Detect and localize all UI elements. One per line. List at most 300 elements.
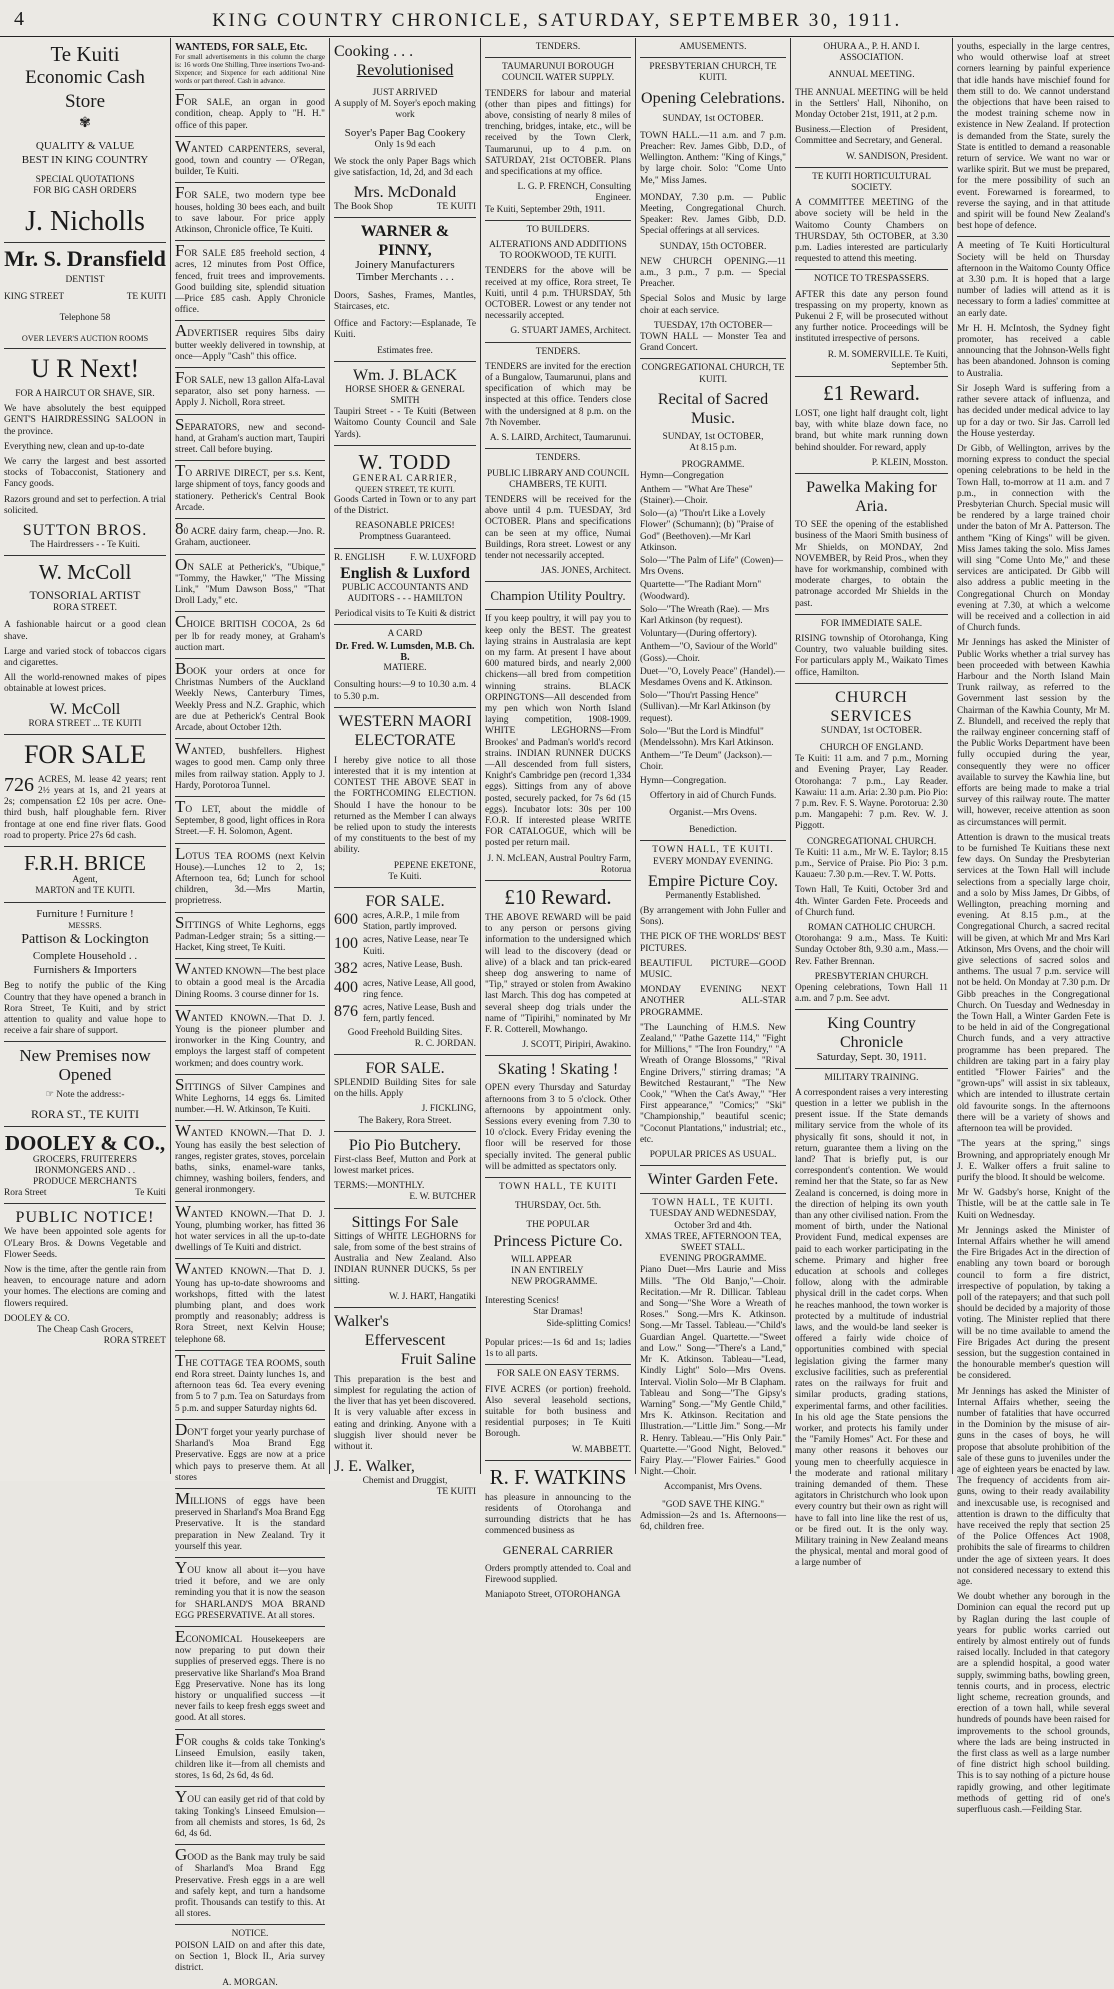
notice-tag: The Cheap Cash Grocers, bbox=[36, 1324, 134, 1335]
barber-sub: FOR A HAIRCUT OR SHAVE, SIR. bbox=[15, 389, 155, 400]
column-7 bbox=[953, 38, 1114, 1816]
church-text: Te Kuiti: 11 a.m. and 7 p.m., Morning and Evening Prayer, Lay Reader. Otorohanga: 7 p.m., Lay Reader. Kawaiu: 11 a.m. Aria: 2.30 p.m. Pio Pio: 7 p.m. Rev. F. S. Wayne. Porotorua: 2.30 p.m. Mangapehi: 7 p.m. Rev. W. J. Piggott. bbox=[795, 754, 948, 832]
dooley-street: Rora Street bbox=[4, 1188, 47, 1199]
classified-ad: WANTED CARPENTERS, several, good, town and country — O'Regan, builder, Te Kuiti. bbox=[175, 136, 325, 178]
easy-heading: FOR SALE ON EASY TERMS. bbox=[496, 1369, 620, 1380]
classified-ad: WANTED KNOWN.—That D. J. Young, plumbing worker, has fitted 36 hot water services in all the up-to-date dwellings of Te Kuiti and district. bbox=[175, 1201, 325, 1254]
mccoll-text: Large and varied stock of tobaccos cigars and cigarettes. bbox=[4, 646, 166, 669]
cook-heading: Cooking . . . bbox=[334, 43, 414, 60]
fs2-addr: The Bakery, Rora Street. bbox=[358, 1115, 452, 1126]
wp-sub: Timber Merchants . . . bbox=[356, 270, 454, 283]
reward-heading: £1 Reward. bbox=[823, 381, 920, 406]
barber-text: We carry the largest and best assorted stocks of Tobacconist, Stationery and Fancy goods. bbox=[4, 457, 166, 490]
todd-street: QUEEN STREET, TE KUITI. bbox=[355, 485, 455, 495]
pointing-hand-icon: ☞ bbox=[45, 1090, 57, 1101]
th-date: THURSDAY, Oct. 5th. bbox=[514, 1201, 602, 1212]
prog-list bbox=[640, 471, 786, 786]
walker-name: J. E. Walker, bbox=[334, 1458, 415, 1476]
admission: Admission—2s and 1s. Afternoons—6d, children free. bbox=[640, 1510, 786, 1532]
t4-text: TENDERS will be received for the above until 4 p.m. TUESDAY, 3rd OCTOBER. Plans and specifications can be seen at my office, Numai Buildings, Rora street. Lowest or any tender not necessarily accepted. bbox=[485, 494, 631, 561]
programme-item: Hymn—Congregation. bbox=[640, 775, 727, 786]
poultry-heading: Champion Utility Poultry. bbox=[490, 588, 626, 604]
pp-line: NEW PROGRAMME. bbox=[511, 1277, 598, 1288]
news-item: Mr Jennings asked the Minister of Internal Affairs whether he will amend the Fire Brigades Act in the direction of enabling any town board or borough council to form a fire district, irrespective of population, by taking a poll of the ratepayers; and that such poll should be decided by a majority of those voting. The Minister replied that there will be no time available to amend the Fire Brigades Act during the present session, but the suggestion contained in the honourable member's question will be considered. bbox=[957, 1225, 1110, 1382]
fs2-text: SPLENDID Building Sites for sale on the hills. Apply bbox=[334, 1077, 476, 1100]
t4-heading: TENDERS. bbox=[535, 453, 581, 464]
news-item: Attention is drawn to the musical treats to be furnished Te Kuitians these next few days. On Sunday the Presbyterian services at the Town Hall will include selections from a specially large choir, and a solo by Miss James, Dr Gibbs, of Wellington, preaching morning and evening. At 8.15 p.m., at the Congregational Church, a sacred recital will be given, at which Mr and Mrs Karl Atkinson, Mrs Ovens, and the choir will give selections of sacred solos and anthems. The usual 7 p.m. service will not be held. On Monday at 7.30 p.m. Dr Gibb preaches in the Congregational Church. On Tuesday and Wednesday in the Town Hall, a Winter Garden Fete is to be held in aid of the Congregational Church funds, and a very attractive programme has been prepared. The children are taking part in a fairy play entitled "Flower Fairies" and the "grown-ups" will assist in six tableaux, which are intended to illustrate certain old favourite songs. In the afternoons there will be a variety of shows and afternoon tea will be provided. bbox=[957, 832, 1110, 1135]
mccoll-name: W. McColl bbox=[49, 700, 121, 718]
classified-ad: FOR coughs & colds take Tonking's Linseed Emulsion, easily taken, children like it—from all chemists and stores, 1s 6d, 2s 6d, 4s 6d. bbox=[175, 1729, 325, 1782]
barber-name: SUTTON BROS. bbox=[22, 522, 148, 540]
t2-text: TENDERS for the above will be received at my office, Rora street, Te Kuiti, until 4 p.m. THURSDAY, 5th OCTOBER. Lowest or any tender not necessarily accepted. bbox=[485, 266, 631, 322]
church-name: ROMAN CATHOLIC CHURCH. bbox=[807, 922, 936, 933]
barber-tag: The Hairdressers - - Te Kuiti. bbox=[29, 540, 141, 551]
store-line: BEST IN KING COUNTRY bbox=[21, 154, 149, 167]
walker-heading: Fruit Saline bbox=[400, 1350, 476, 1368]
fs-item bbox=[334, 960, 476, 977]
classified-ad: SEPARATORS, new and second-hand, at Graham's auction mart, Taupiri street. Call before buying. bbox=[175, 414, 325, 456]
watkins-title: GENERAL CARRIER bbox=[502, 1542, 614, 1557]
classified-ad: CHOICE BRITISH COCOA, 2s 6d per lb for ready money, at Graham's auction mart. bbox=[175, 612, 325, 653]
forsale-number: 726 bbox=[4, 773, 34, 796]
classified-ad: GOOD as the Bank may truly be said of Sharland's Moa Brand Egg Preservative. Fresh eggs in a are well and safely kept, and turn a handsome profit. Thousands can testify to this. At all stores. bbox=[175, 1845, 325, 1920]
sit-text: Sittings of WHITE LEGHORNS for sale, from some of the best strains of Australia and New Zealand. Also INDIAN RUNNER DUCKS, 5s per sitting. bbox=[334, 1231, 476, 1287]
premises-address: RORA ST., TE KUITI bbox=[31, 1106, 139, 1121]
sun2-text: NEW CHURCH OPENING.—11 a.m., 3 p.m., 7 p.m. — Special Preacher. bbox=[640, 256, 786, 290]
wp-sub: Joinery Manufacturers bbox=[355, 259, 455, 272]
store-title: Economic Cash Store bbox=[25, 67, 145, 112]
maori-town: Te Kuiti. bbox=[388, 871, 422, 882]
programme-item: Duet—"O, Lovely Peace" (Handel).—Mesdames Ovens and K. Atkinson. bbox=[640, 666, 785, 688]
classified-ad: WANTED KNOWN.—That D. J. Young has up-to-date showrooms and workshops, fitted with the latest plumbing plant, and does work promptly and reasonably; address is Rora Street, next Kelvin House; telephone 68. bbox=[175, 1259, 325, 1345]
classified-ad: YOU can easily get rid of that cold by taking Tonking's Linseed Emulsion—from all chemists and stores, 1s 6d, 2s 6d, 4s 6d. bbox=[175, 1787, 325, 1839]
opening-heading: Opening Celebrations. bbox=[641, 89, 785, 107]
classified-ad: MILLIONS of eggs have been preserved in Sharland's Moa Brand Egg Preservative. It is the standard preparation in New Zealand. Try it yourself this year. bbox=[175, 1488, 325, 1552]
programme-item: Solo—"The Palm of Life" (Cowen)—Mrs Ovens. bbox=[640, 555, 784, 578]
wp-text: Doors, Sashes, Frames, Mantles, Staircases, etc. bbox=[334, 290, 476, 313]
cook-town: TE KUITI bbox=[436, 202, 476, 213]
prog-heading: PROGRAMME. bbox=[681, 460, 745, 471]
fs-item-text: acres, Native Lease, Bush and fern, partly fenced. bbox=[363, 1003, 476, 1025]
news-item: "The years at the spring," sings Browning, and appropriately enough Mr J. E. Walker offers a fruit saline to purify the blood. It should be welcome. bbox=[957, 1139, 1110, 1183]
trespass-heading: NOTICE TO TRESPASSERS. bbox=[813, 274, 930, 285]
classified-ad: LOTUS TEA ROOMS (next Kelvin House).—Lunches 12 to 2, 1s; Afternoon tea, 6d; Lunch for school children, 3d.—Mrs Martin, proprietress. bbox=[175, 843, 325, 907]
church-name: PRESBYTERIAN CHURCH. bbox=[814, 971, 929, 982]
walker-heading: Walker's bbox=[334, 1312, 389, 1330]
fs2-heading: FOR SALE. bbox=[365, 1059, 445, 1077]
programme-item: Anthem—"Te Deum" (Jackson).—Choir. bbox=[640, 751, 772, 773]
forsale-heading: FOR SALE bbox=[23, 739, 147, 769]
ohura-text: THE ANNUAL MEETING will be held in the Settlers' Hall, Nihoniho, on Monday October 21st, 1911, at 2 p.m. bbox=[795, 87, 948, 121]
recital-date: SUNDAY, 1st OCTOBER, bbox=[662, 431, 764, 442]
programme-item: Anthem — "What Are These" (Stainer).—Choir. bbox=[640, 484, 753, 506]
ornament-icon: ✾ bbox=[79, 116, 91, 131]
column-6 bbox=[791, 38, 952, 1569]
pio-terms: TERMS:—MONTHLY. bbox=[334, 1181, 425, 1192]
fete-items: Piano Duet—Mrs Laurie and Miss Mills. "The Old Banjo,"—Choir. Recitation.—Mr R. Dillicar. Tableau and Song—"She Wore a Wreath of Roses." Song.—Mrs K. Atkinson. Song.—Mr Tassel. Tableau.—"Child's Guardian Angel. Quartette.—"Sweet and Low." Song—"There's a Land," Mr K. Atkinson. Tableau—"Lead, Kindly Light" Solo—Mrs Ovens. Interval. Violin Solo—Mr B Clapham. Tableau and Song—"The Gipsy's Warning" Song.—"My Gentle Child," Mrs K. Atkinson. Recitation and Illustration.—"Little Jim." Song.—Mr R. Henry. Tableau.—"His Only Pair." Quartette.—"Good Night, Beloved." Fairy Play.—"Flower Fairies." Good Night.—Choir. bbox=[640, 1265, 786, 1478]
cong-heading: CONGREGATIONAL CHURCH, TE KUITI. bbox=[641, 363, 785, 385]
dentist-phone: Telephone 58 bbox=[59, 313, 111, 324]
easy-text: FIVE ACRES (or portion) freehold. Also several leasehold sections, suitable for both business and residential purposes; in Te Kuiti Borough. bbox=[485, 1384, 631, 1440]
watkins-orders: Orders promptly attended to. Coal and Firewood supplied. bbox=[485, 1563, 631, 1585]
todd-title: GENERAL CARRIER, bbox=[352, 473, 458, 484]
barber-text: We have absolutely the best equipped GENT'S HAIRDRESSING SALOON in the province. bbox=[4, 404, 166, 437]
tues-text: TOWN HALL — Monster Tea and Grand Concert. bbox=[640, 332, 786, 354]
annual-meeting: ANNUAL MEETING. bbox=[828, 70, 915, 81]
th3-date: TUESDAY AND WEDNESDAY, October 3rd and 4th. bbox=[649, 1209, 777, 1231]
furniture-messrs: MESSRS. bbox=[68, 920, 102, 930]
sit-heading: Sittings For Sale bbox=[351, 1213, 459, 1231]
programme-item: Voluntary—(During offertory). bbox=[640, 629, 757, 640]
todd-text: Goods Carted in Town or to any part of the District. bbox=[334, 494, 476, 517]
programme-item: Solo—"The Wreath (Rae). — Mrs Karl Atkinson (by request). bbox=[640, 604, 770, 626]
notice-name: DOOLEY & CO. bbox=[4, 1313, 70, 1324]
news-item: Dr Gibb, of Wellington, arrives by the morning express to conduct the special opening celebrations to be held in the Town Hall, to-morrow at 11 a.m. and 7 p.m., in connection with the Presbyterian Church. Special music will be rendered by a large trained choir under the baton of Mr A. Patterson. The anthem "King of Kings" will be given. Miss James taking the solo. Miss James will sing "Come Unto Me," and these services are anticipated. Dr Gibb will also address a public meeting in the Congregational Church on Monday evening at 7.30, at which a welcome will be received and a collection in aid of Church funds. bbox=[957, 443, 1110, 634]
todd-text: REASONABLE PRICES! bbox=[355, 521, 455, 532]
th2-heading: TOWN HALL, TE KUITI. bbox=[652, 845, 774, 856]
classified-ad: SITTINGS of Silver Campines and White Leghorns, 14 eggs 6s. Limited number.—H. W. Atkinson, Te Kuiti. bbox=[175, 1074, 325, 1116]
kcc-heading: King Country Chronicle bbox=[827, 1015, 916, 1052]
t1-heading: TAUMARUNUI BOROUGH COUNCIL WATER SUPPLY. bbox=[501, 62, 615, 84]
reward-text: THE ABOVE REWARD will be paid to any person or persons giving information to the undersigned which will lead to the discovery (dead or alive) of a black and tan prick-eared sheep dog answering to name of "Tip," strayed or stolen from Awakino last March. This dog has competed at several sheep dog trials under the name of "Tipirihi," nominated by Mr F. R. Cotterell, Mowhango. bbox=[485, 913, 631, 1036]
pio-heading: Pio Pio Butchery. bbox=[348, 1136, 462, 1154]
ohura-text: Business.—Election of President, Committee and Secretary, and General. bbox=[795, 125, 948, 147]
trespass-text: AFTER this date any person found trespassing on my property, known as Pukenui 2 F, will be prosecuted without any further notice. Proceedings will be instituted irrespective of persons. bbox=[795, 289, 948, 345]
cook-text: We stock the only Paper Bags which give satisfaction, 1d, 2d, and 3d each bbox=[334, 156, 476, 179]
dentist-name: Mr. S. Dransfield bbox=[4, 245, 166, 271]
walker-title: Chemist and Druggist, bbox=[362, 1476, 448, 1487]
notice-street: RORA STREET bbox=[103, 1336, 166, 1347]
barber-heading: U R Next! bbox=[30, 354, 140, 384]
kcc-date: Saturday, Sept. 30, 1911. bbox=[816, 1051, 927, 1064]
furniture-text: Beg to notify the public of the King Country that they have opened a branch in Rora Street, Te Kuiti, and by strict attention to quality and value hope to receive a fair share of support. bbox=[4, 981, 166, 1037]
notice-text: POISON LAID on and after this date, on Section 1, Block II., Aria survey district. bbox=[175, 1940, 325, 1974]
classified-ad: YOU know all about it—you have tried it before, and we are only reminding you that it is now the season for SHARLAND'S MOA BRAND EGG PRESERVATIVE. At all stores. bbox=[175, 1557, 325, 1621]
news-item: Mr H. H. McIntosh, the Sydney fight promoter, has received a cable announcing that the Johnson-Wells fight has been abandoned. Johnson is coming to Australia. bbox=[957, 323, 1110, 379]
brice-title: Agent, bbox=[72, 875, 98, 886]
dentist-title: DENTIST bbox=[65, 274, 105, 285]
dooley-name: DOOLEY & CO., bbox=[4, 1130, 166, 1155]
reward-text: LOST, one light half draught colt, light bay, with white blaze down face, no brand, but white mark running down behind shoulder. For reward, apply bbox=[795, 409, 948, 453]
premises-heading: New Premises now bbox=[19, 1046, 151, 1066]
t1-date: Te Kuiti, September 29th, 1911. bbox=[485, 204, 606, 215]
sit-name: W. J. HART, Hangatiki bbox=[389, 1291, 476, 1302]
t4-sub: PUBLIC LIBRARY AND COUNCIL CHAMBERS, TE KUITI. bbox=[486, 468, 630, 490]
mccoll-name: W. McColl bbox=[38, 560, 132, 585]
offertory: Offertory in aid of Church Funds. bbox=[649, 790, 777, 801]
skate-heading: Skating ! Skating ! bbox=[497, 1061, 619, 1079]
el-right: F. W. LUXFORD bbox=[410, 552, 476, 563]
notice-sign: A. MORGAN. bbox=[222, 1978, 278, 1989]
mccoll-text: A fashionable haircut or a good clean shave. bbox=[4, 620, 166, 642]
classified-ad: BOOK your orders at once for Christmas Numbers of the Auckland Weekly News, Canterbury Times, Weekly Press and N.Z. Graphic, which are due at Petherick's Central Book Arcade, about October 12th. bbox=[175, 658, 325, 733]
skate-text: OPEN every Thursday and Saturday afternoons from 3 to 5 o'clock. Other afternoons by appointment only. Sessions every evening from 7.30 to 10 o'clock. Every Friday evening the floor will be reserved for those specially invited. The general public will be admitted as spectators only. bbox=[485, 1083, 631, 1172]
god-save-king: "GOD SAVE THE KING." bbox=[661, 1499, 765, 1510]
programme-item: Solo—(a) "Thou'rt Like a Lovely Flower" (Schumann); (b) "Praise of God" (Beethoven).—Mr Karl Atkinson. bbox=[640, 509, 774, 553]
fs-item-number: 100 bbox=[334, 935, 358, 953]
store-name: J. Nicholls bbox=[25, 205, 145, 237]
masthead: KING COUNTRY CHRONICLE, SATURDAY, SEPTEMBER 30, 1911. bbox=[212, 10, 902, 31]
pp-line: WILL APPEAR bbox=[511, 1254, 572, 1265]
mccoll-street: RORA STREET ... TE KUITI bbox=[28, 718, 142, 729]
t2-sub: ALTERATIONS AND ADDITIONS TO ROOKWOOD, TE KUITI. bbox=[489, 240, 627, 262]
classified-ad: ECONOMICAL Housekeepers are now preparing to put down their supplies of preserved eggs. There is no preservative like Sharland's Moa Brand Egg Preservative. None has its long history or unqualified success —it never fails to keep fresh eggs sweet and good. At all stores. bbox=[175, 1626, 325, 1724]
empire-text: THE PICK OF THE WORLDS' BEST PICTURES. bbox=[640, 932, 786, 954]
walker-heading: Effervescent bbox=[364, 1331, 446, 1349]
amuse-heading: AMUSEMENTS. bbox=[679, 42, 747, 52]
watkins-name: R. F. WATKINS bbox=[489, 1464, 627, 1489]
fs-heading: FOR SALE. bbox=[365, 892, 445, 910]
column-1 bbox=[0, 38, 170, 1474]
premises-note: Note the address:- bbox=[56, 1090, 125, 1101]
el-name: English & Luxford bbox=[340, 564, 470, 582]
wp-est: Estimates free. bbox=[377, 345, 433, 356]
wp-office: Office and Factory:—Esplanade, Te Kuiti. bbox=[334, 319, 476, 341]
store-title: Te Kuiti bbox=[50, 42, 120, 66]
el-sub: PUBLIC ACCOUNTANTS AND AUDITORS - - - HAMILTON bbox=[341, 582, 469, 605]
empire-list: "The Launching of H.M.S. New Zealand," "Pathe Gazette 114," "Fight for Millions," "The Iron Foundry," "A Wreath of Orange Blossoms," "Rival Engine Drivers," stirring dramas; "A Bewitched Restaurant," "The New Cook," "When the Cat's Away," "Her First appearance," "Comics;" "Ski" "Championship," beautiful scenic; "Coconut Plantations," industrial; etc., etc. bbox=[640, 1022, 786, 1145]
easy-sign: W. MABBETT. bbox=[571, 1444, 631, 1455]
editorial-text: youths, especially in the large centres, who would otherwise loaf at street corners learning by painful experience that idle hands have mischief found for them still to do. We cannot understand the objections that have been raised to the modest training scheme now in existence in New Zealand. If protection is demanded from the State, surely the State is entitled to demand a reasonable return of service. We want no war or warlike spirit. But we must be prepared, for the mere possibility of such an event. Forewarned is forearmed, to reverse the saying, and in that attitude and spirit will be found New Zealand's best hope of defence. bbox=[957, 42, 1110, 232]
classified-ad: ADVERTISER requires 5lbs dairy butter weekly delivered in township, at once—Apply "Cash" this office. bbox=[175, 321, 325, 362]
pp-line: Side-splitting Comics! bbox=[546, 1318, 631, 1329]
maori-name: PEPENE EKETONE, bbox=[393, 860, 476, 871]
t1-text: TENDERS for labour and material (other than pipes and fittings) for above, consisting of nearly 8 miles of trenching, bridges, intake, etc., will be received by the Town Clerk, Taumarunui, up to 4 p.m. on SATURDAY, 21st OCTOBER. Plans and specifications at my office. bbox=[485, 88, 631, 178]
ohura-heading: OHURA A., P. H. AND I. ASSOCIATION. bbox=[823, 42, 920, 64]
page-header bbox=[0, 0, 1114, 37]
barber-text: Everything new, clean and up-to-date bbox=[4, 441, 145, 452]
fs-note: Good Freehold Building Sites. bbox=[347, 1027, 463, 1038]
hort-text: A COMMITTEE MEETING of the above society will be held in the Waitomo County Chambers on THURSDAY, 5th OCTOBER, at 3.30 p.m. Ladies interested are particularly requested to attend this meeting. bbox=[795, 198, 948, 265]
cook-shop: The Book Shop bbox=[334, 202, 393, 213]
ads-list bbox=[175, 90, 325, 1925]
brice-name: F.R.H. BRICE bbox=[23, 851, 146, 876]
programme-item: Hymn—Congregation bbox=[640, 471, 724, 482]
el-visit: Periodical visits to Te Kuiti & district bbox=[334, 609, 476, 620]
empire-text: BEAUTIFUL PICTURE—GOOD MUSIC. bbox=[640, 958, 786, 980]
store-line: QUALITY & VALUE bbox=[35, 140, 135, 153]
classified-ad: SITTINGS of White Leghorns, eggs Padman-Ledger strain; 5s a sitting.—Hacket, King street, Te Kuiti. bbox=[175, 912, 325, 953]
t2-sign: G. STUART JAMES, Architect. bbox=[510, 326, 631, 337]
page-number: 4 bbox=[14, 8, 24, 30]
wp-name: WARNER & PINNY, bbox=[360, 223, 450, 260]
reward-sign: P. KLEIN, Mosston. bbox=[871, 457, 948, 468]
classified-ad: ON SALE at Petherick's, "Ubique," "Tommy, the Hawker," "The Missing Link," "Mum Dawson Boss," "That Droll Lady," etc. bbox=[175, 554, 325, 607]
classified-ad: WANTED KNOWN.—That D. J. Young is the pioneer plumber and ironworker in the King Country, and employs the largest staff of competent workmen; and does country work. bbox=[175, 1005, 325, 1069]
poultry-sign: J. N. McLEAN, Austral Poultry Farm, Rotorua bbox=[487, 853, 631, 875]
fs-item-number: 876 bbox=[334, 1003, 358, 1021]
mccoll-text: All the world-renowned makes of pipes obtainable at lowest prices. bbox=[4, 673, 166, 695]
furniture-line: Furniture ! Furniture ! bbox=[36, 907, 134, 920]
dooley-sub: GROCERS, FRUITERERS bbox=[32, 1154, 138, 1165]
hort-heading: TE KUITI HORTICULTURAL SOCIETY. bbox=[812, 171, 931, 194]
pio-text: First-class Beef, Mutton and Pork at lowest market prices. bbox=[334, 1154, 476, 1176]
church-heading: CHURCH SERVICES bbox=[830, 688, 913, 725]
church-text: Town Hall, Te Kuiti, October 3rd and 4th. Winter Garden Fete. Proceeds and of Church fund. bbox=[795, 885, 948, 918]
classified-ad: TO LET, about the middle of September, 8 good, light offices in Rora Street.—F. H. Solomon, Agent. bbox=[175, 796, 325, 838]
reward-heading: £10 Reward. bbox=[504, 885, 612, 909]
news-item: Mr W. Gadsby's horse, Knight of the Thistle, will be at the cattle sale in Te Kuiti on Wednesday. bbox=[957, 1188, 1110, 1221]
news-item: We doubt whether any borough in the Dominion can equal the record put up by Raglan during the last couple of years for public works carried out entirely by almost entirely out of funds raised locally. Included in that category are a splendid hospital, a good water supply, swimming baths, bowling green, tennis courts, and in process, electric light scheme, recreation grounds, and erection of a town hall, while several hundreds of pounds have been raised for improvements to the school grounds, where the lads are being instructed in the first class as well as a large number of fine district high school building. This is to say nothing of a picture house rapidly growing, and other legitimate methods of getting rid of one's superfluous cash.—Feilding Star. bbox=[957, 1592, 1110, 1816]
programme-item: Quartette—"The Radiant Morn" (Woodward). bbox=[640, 580, 762, 602]
benediction: Benediction. bbox=[689, 825, 737, 836]
watkins-text: has pleasure in announcing to the residents of Otorohanga and surrounding districts that he has commenced business as bbox=[485, 1492, 631, 1537]
church-text: Te Kuiti: 11 a.m., Mr W. E. Taylor; 8.15 p.m., Service of Praise. Pio Pio: 3 p.m. Kauaeu: 7.30 p.m.—Rev. T. W. Potts. bbox=[795, 847, 948, 881]
dooley-sub: PRODUCE MERCHANTS bbox=[33, 1176, 137, 1187]
t3-text: TENDERS are invited for the erection of a Bungalow, Taumarunui, plans and specification of which may be inspected at this office. Tenders close with the undersigned at 8 p.m. on the 7th November. bbox=[485, 361, 631, 428]
church-name: CONGREGATIONAL CHURCH. bbox=[806, 836, 937, 847]
church-text: Opening celebrations, Town Hall 11 a.m. and 7 p.m. See advt. bbox=[795, 983, 948, 1005]
recital-heading: Music. bbox=[691, 409, 735, 427]
classified-ad: WANTED, bushfellers. Highest wages to good men. Camp only three miles from railway station. Apply to J. Hardy, Porotoroa Tunnel. bbox=[175, 739, 325, 791]
classified-ad: FOR SALE, an organ in good condition, cheap. Apply to "H. H." office of this paper. bbox=[175, 90, 325, 131]
black-title: HORSE SHOER & GENERAL SMITH bbox=[345, 384, 465, 407]
mon-text: MONDAY, 7.30 p.m. — Public Meeting, Congregational Church. Speaker: Rev. James Gibb, D.D. Special offerings at all services. bbox=[640, 192, 786, 237]
cook-name: Mrs. McDonald bbox=[353, 184, 457, 202]
dentist-street: KING STREET bbox=[4, 291, 65, 302]
fs-item bbox=[334, 935, 476, 957]
fs-item bbox=[334, 1003, 476, 1025]
church-text: Otorohanga: 9 a.m., Mass. Te Kuiti: Sunday October 8th, 9.30 a.m., Mass.—Rev. Father Brennan. bbox=[795, 934, 948, 967]
fs-item-number: 382 bbox=[334, 959, 358, 977]
fs2-name: J. FICKLING, bbox=[421, 1104, 476, 1115]
news-item: Mr Jennings has asked the Minister of Internal Affairs whether, seeing the number of fatalities that have occurred in the Dominion by the misuse of air-guns in the cases of boys, he will propose that absolute prohibition of the sale of these guns to juveniles under the age of eighteen years be enacted by law. The frequency of accidents from air-guns, owing to their ready availability and inexcusable use, is recognised and attention is drawn to the difficulty that have received the reply that section 25 of the Police Offences Act 1908, prohibits the sale of firearms to children under the age of sixteen years. It does not considered necessary to extend this age. bbox=[957, 1386, 1110, 1588]
classified-ad: TO ARRIVE DIRECT, per s.s. Kent, large shipment of toys, fancy goods and stationery. Petherick's Central Book Arcade. bbox=[175, 461, 325, 513]
sun1-text: TOWN HALL.—11 a.m. and 7 p.m. Preacher: Rev. James Gibb, D.D., of Wellington. Anthem: "King of Kings," by large choir. Solo: "Come Unto Me," Miss James. bbox=[640, 130, 786, 186]
news-item: Sir Joseph Ward is suffering from a rather severe attack of influenza, and has decided under medical advice to lay up for a day or two. Sir Jas. Carroll led the House yesterday. bbox=[957, 383, 1110, 439]
poultry-text: If you keep poultry, it will pay you to keep only the BEST. The greatest laying strains in Australasia are kept on my farm. At present I have about 600 matured birds, and nearly 2,000 chickens—all bred from competition winning strains. BLACK ORPINGTONS—All descended from my pen which won North Island laying competition, 1908-1909. WHITE LEGHORNS—From Brookes' and Padman's world's record strains. INDIAN RUNNER DUCKS—All descended from full sisters, Knight's Cambridge pen (record 1,334 eggs). Sittings from any of above posted, securely packed, for 7s 6d (15 eggs). Incubator lots: 30s per 100 F.O.R. If interested please WRITE FOR CATALOGUE, which will be posted per return mail. bbox=[485, 614, 631, 849]
organist: Organist.—Mrs Ovens. bbox=[669, 807, 757, 818]
column-5 bbox=[636, 38, 790, 1532]
classified-ad: WANTED KNOWN—The best place to obtain a good meal is the Arcadia Dining Rooms. 3 course dinner for 1s. bbox=[175, 959, 325, 1000]
military-text: A correspondent raises a very interesting question in a letter we publish in the present issue. If the State demands military service from the whole of its physically fit sons, should it not, in return, guarantee them a living on the land? That is briefly put, is our correspondent's contention. We would remind her that the State, so far as New Zealand is concerned, is doing more in the direction of helping its own youth than any other civilised nation. From the moment of birth, under the National Provident Fund, medical expenses are paid to each worker participating in the scheme. Primary and higher free education at schools and colleges follow, along with the admirable physical drill in the cadet corps. When he reaches manhood, the town worker is protected by a multitude of industrial laws, and the would-be land seeker is offered a fairly wide choice of opportunities combined with special legislation giving the farmer many exclusive facilities, such as preferential rates on the railways for fruit and similar products, grading stations, experimental farms, and other facilities. In his old age the State pensions the worker, and protects his family under the "Family Homes" Act. For these and many other reasons it behoves our young men to cheerfully acquiesce in the moderate and rational military training demanded of them. These agitators in Christchurch who look upon every country but their own as right will have to fall into line like the rest of us, or be fired out. It is the only way. Military training in New Zealand means the physical, mental and moral good of a large number of bbox=[795, 1087, 948, 1569]
town-hall: TOWN HALL, TE KUITI bbox=[498, 1182, 618, 1193]
cook-heading: Revolutionised bbox=[356, 62, 454, 79]
sun2: SUNDAY, 15th OCTOBER. bbox=[659, 241, 767, 252]
walker-text: This preparation is the best and simplest for regulating the action of the liver that has yet been discovered. It is very valuable after excess in eating and drinking. Anyone with a sluggish liver should never be without it. bbox=[334, 1374, 476, 1453]
pp-name: Princess Picture Co. bbox=[493, 1232, 623, 1250]
black-addr: Taupiri Street - - Te Kuiti (Between Waitomo County Council and Sale Yards). bbox=[334, 407, 476, 440]
church-name: CHURCH OF ENGLAND. bbox=[819, 742, 924, 753]
column-3 bbox=[330, 38, 480, 1498]
premises-heading: Opened bbox=[58, 1065, 112, 1085]
recital-time: At 8.15 p.m. bbox=[689, 443, 737, 454]
church-date: SUNDAY, 1st OCTOBER. bbox=[821, 725, 922, 736]
t2-heading: TO BUILDERS. bbox=[526, 224, 590, 235]
news-item: A meeting of Te Kuiti Horticultural Society will be held on Thursday afternoon in the Waitomo County Office at 3.30 p.m. It is hoped that a large number of ladies will attend as it is necessary to form a ladies' committee at an early date. bbox=[957, 241, 1110, 319]
accompanist: Accompanist, Mrs Ovens. bbox=[664, 1482, 762, 1493]
mccoll-street: RORA STREET. bbox=[53, 603, 117, 614]
empire-text: (By arrangement with John Fuller and Sons). bbox=[640, 905, 786, 928]
fs-item-number: 600 bbox=[334, 910, 358, 928]
column-2 bbox=[171, 38, 329, 1989]
card-hours: Consulting hours:—9 to 10.30 a.m. 4 to 5.30 p.m. bbox=[334, 680, 476, 702]
walker-town: TE KUITI bbox=[436, 1487, 476, 1498]
tues: TUESDAY, 17th OCTOBER— bbox=[653, 320, 773, 331]
pp-prices: Popular prices:—1s 6d and 1s; ladies 1s to all parts. bbox=[485, 1337, 631, 1360]
empire-prices: POPULAR PRICES AS USUAL. bbox=[649, 1150, 777, 1161]
pawelka-text: TO SEE the opening of the established business of the Maori Smith business of Mr Shields, on MONDAY, 2nd NOVEMBER, by Reid Pros., when they have for workmanship, combined with moderate charges, to obtain the patronage accorded Mr Shields in the past. bbox=[795, 520, 948, 609]
th2-sub: EVERY MONDAY EVENING. bbox=[652, 856, 774, 867]
todd-text: Promptness Guaranteed. bbox=[359, 532, 451, 543]
programme-item: Solo—"But the Lord is Mindful" (Mendelssohn). Mrs Karl Atkinson. bbox=[640, 726, 774, 748]
notice-text: We have been appointed sole agents for O'Leary Bros. & Downs Vegetable and Flower Seeds. bbox=[4, 1227, 166, 1260]
classified-ad: THE COTTAGE TEA ROOMS, south end Rora street. Dainty lunches 1s, and afternoon teas 6d. Tea every evening from 5 to 7 p.m. Tea on Saturdays from 5 p.m. and supper Saturday nights 6d. bbox=[175, 1350, 325, 1414]
wanteds-heading: WANTEDS, FOR SALE, Etc. bbox=[175, 42, 308, 53]
empire-sub: Permanently Established. bbox=[665, 890, 761, 901]
reward-sign: J. SCOTT, Piripiri, Awakino. bbox=[522, 1040, 631, 1051]
notice-heading: NOTICE. bbox=[231, 1929, 269, 1940]
watkins-addr: Maniapoto Street, OTOROHANGA bbox=[485, 1589, 621, 1600]
store-line: SPECIAL QUOTATIONS bbox=[35, 175, 135, 186]
barber-text: Razors ground and set to perfection. A trial solicited. bbox=[4, 494, 166, 516]
maori-text: I hereby give notice to all those interested that it is my intention at CONTEST THE ABOVE SEAT in the FORTHCOMING ELECTION. Should I have the honour to be returned as the Member I can always be relied upon to study the interests of my constituents to the best of my ability. bbox=[334, 755, 476, 856]
pp-line: IN AN ENTIRELY bbox=[511, 1265, 584, 1276]
t4-sign: JAS. JONES, Architect. bbox=[541, 566, 631, 577]
black-name: Wm. J. BLACK bbox=[353, 366, 457, 384]
classified-ad: WANTED KNOWN.—That D. J. Young has easily the best selection of ranges, register grates, stoves, porcelain baths, sinks, enamel-ware tanks, chimney, washing boilers, fenders, and general ironmongery. bbox=[175, 1121, 325, 1196]
fs-name: R. C. JORDAN. bbox=[414, 1038, 476, 1049]
classified-ad: DON'T forget your yearly purchase of Sharland's Moa Brand Egg Preservative. Eggs are now at a price which pays to preserve them. At all stores bbox=[175, 1419, 325, 1483]
card-heading: A CARD bbox=[387, 629, 423, 640]
fs-item bbox=[334, 979, 476, 1001]
empire-text: MONDAY EVENING NEXT ANOTHER ALL-STAR PROGRAMME. bbox=[640, 985, 786, 1018]
fs-item-text: acres, Native Lease, Bush. bbox=[363, 959, 463, 970]
fs-item-text: acres, Native Lease, near Te Kuiti. bbox=[363, 935, 469, 957]
sun2-note: Special Solos and Music by large choir at each service. bbox=[640, 294, 786, 316]
store-line: FOR BIG CASH ORDERS bbox=[33, 186, 137, 197]
sale-heading: FOR IMMEDIATE SALE. bbox=[820, 618, 923, 629]
ohura-sign: W. SANDISON, President. bbox=[846, 151, 948, 162]
dooley-sub: IRONMONGERS AND . . bbox=[34, 1165, 136, 1176]
fs-item-number: 400 bbox=[334, 978, 358, 996]
th3-sub: XMAS TREE, AFTERNOON TEA, SWEET STALL. bbox=[644, 1231, 782, 1254]
brice-loc: MARTON and TE KUITI. bbox=[35, 886, 135, 897]
th3-prog: EVENING PROGRAMME. bbox=[659, 1254, 767, 1265]
cook-price: Only 1s 9d each bbox=[374, 139, 436, 150]
pres-heading: PRESBYTERIAN CHURCH, TE KUITI. bbox=[649, 62, 777, 84]
dooley-town: Te Kuiti bbox=[135, 1188, 166, 1199]
furniture-sub: Furnishers & Importers bbox=[33, 964, 137, 977]
card-name: Dr. Fred. W. Lumsden, M.B. Ch. B. bbox=[335, 640, 475, 663]
fs-list bbox=[334, 911, 476, 1026]
card-town: MATIERE. bbox=[383, 663, 427, 674]
pp-line: Interesting Scenics! bbox=[485, 1296, 560, 1307]
pp-line: Star Dramas! bbox=[533, 1307, 583, 1318]
fete-heading: Winter Garden Fete. bbox=[647, 1171, 779, 1189]
sale-text: RISING township of Otorohanga, King Country, two valuable building sites. For particulars apply M., Waikato Times office, Hamilton. bbox=[795, 633, 948, 678]
classified-ad: FOR SALE, two modern type bee houses, holding 30 bees each, and built to save labour. For price apply Atkinson, Chronicle office, Te Kuiti. bbox=[175, 183, 325, 236]
th-popular: THE POPULAR bbox=[526, 1220, 590, 1231]
news-item: Mr Jennings has asked the Minister of Public Works whether a trial survey has been proceeded with between Kawhia Harbour and the North Island Main Trunk railway, as referred to the Government last session by the Chairman of the Kawhia County, Mr M. Z. Blundell, and received the reply that the railway engineer concerning staff of the Public Works Department have been fully occupied during the year, consequently they were no officer available to survey the Kawhia line, but efforts are being made to make a trial survey of this railway route. The matter will, however, receive attention as soon as circumstances will permit. bbox=[957, 638, 1110, 828]
classified-ad: FOR SALE £85 freehold section, 4 acres, 12 minutes from Post Office, fenced, fruit trees and improvements. Good building site, splendid situation—Price £85 cash. Apply Chronicle office. bbox=[175, 241, 325, 316]
programme-item: Solo—"Thou'rt Passing Hence" (Sullivan).—Mr Karl Atkinson (by request). bbox=[640, 691, 771, 724]
tenders-heading: TENDERS. bbox=[535, 42, 581, 52]
cook-title: Soyer's Paper Bag Cookery bbox=[344, 126, 466, 139]
mccoll-title: TONSORIAL ARTIST bbox=[29, 588, 141, 603]
recital-heading: Recital of Sacred bbox=[657, 390, 769, 408]
fs-item bbox=[334, 911, 476, 933]
furniture-sub: Complete Household . . bbox=[32, 950, 138, 963]
th3-heading: TOWN HALL, TE KUITI. bbox=[652, 1198, 774, 1209]
cook-text: A supply of M. Soyer's epoch making work bbox=[334, 99, 476, 121]
empire-name: Empire Picture Coy. bbox=[647, 872, 779, 890]
wanteds-intro: For small advertisements in this column the charge is: 16 words One Shilling, Three insertions Two-and-Sixpence; and Sixpence for each additional Nine words or part thereof. Cash in advance. bbox=[175, 53, 325, 86]
notice-text: Now is the time, after the gentle rain from heaven, to encourage nature and adorn your homes. The elections are coming and flowers required. bbox=[4, 1264, 166, 1309]
programme-item: Anthem—"O, Saviour of the World" (Goss).—Choir. bbox=[640, 642, 778, 664]
t3-heading: TENDERS. bbox=[535, 346, 581, 357]
column-4 bbox=[481, 38, 635, 1600]
